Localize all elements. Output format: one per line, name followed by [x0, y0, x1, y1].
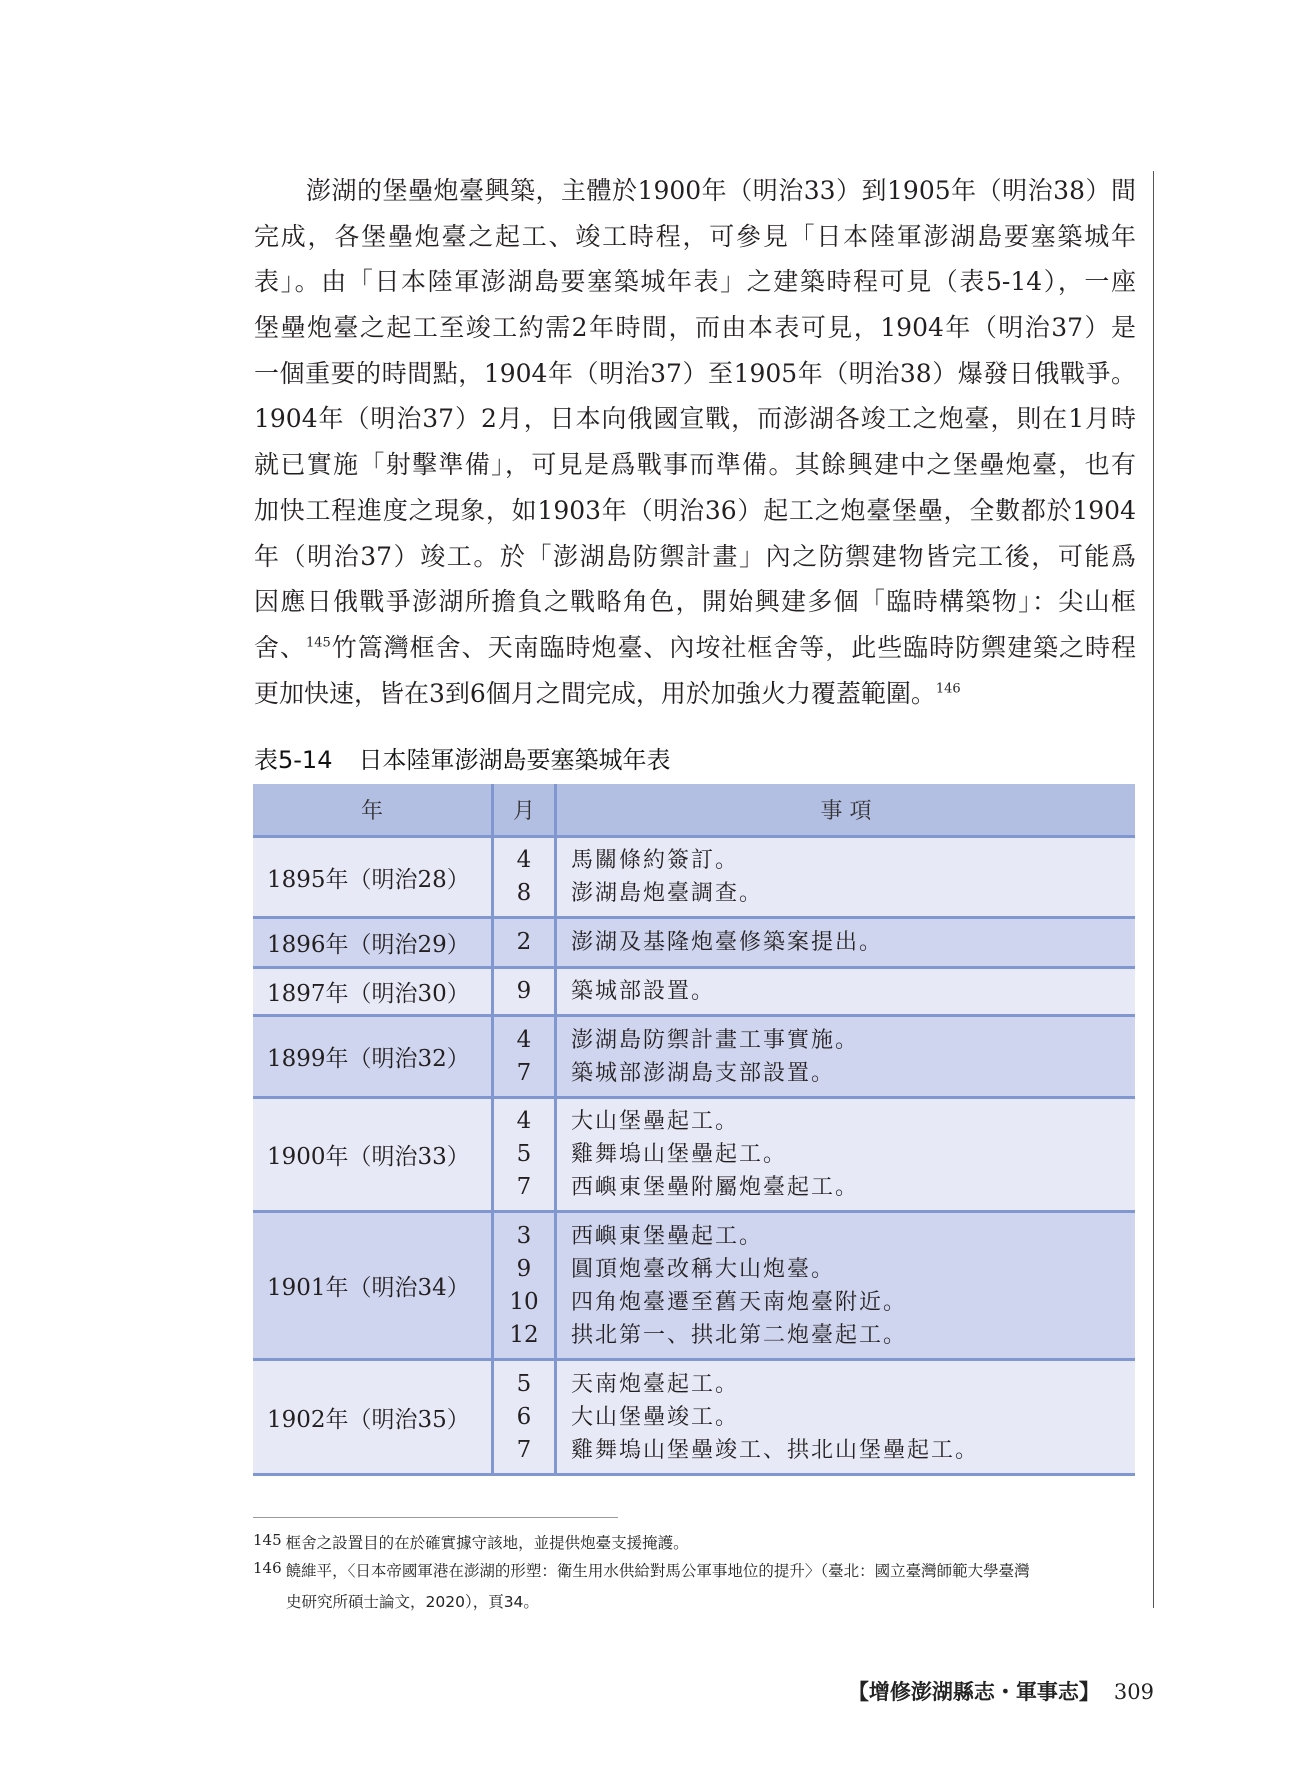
events-cell — [556, 837, 1136, 918]
month-value: 4 — [516, 847, 532, 873]
body-line-with-ref — [254, 625, 1136, 671]
table-number: 表5-14 — [254, 746, 333, 774]
header-month: 月 — [493, 784, 556, 837]
event-item: 天南炮臺起工。 — [571, 1371, 740, 1397]
events-cell — [556, 1016, 1136, 1098]
event-item: 大山堡壘起工。 — [571, 1109, 740, 1134]
body-line: 年（明治37）竣工。於「澎湖島防禦計畫」內之防禦建物皆完工後，可能爲 — [254, 541, 1136, 571]
table-title: 日本陸軍澎湖島要塞築城年表 — [358, 746, 671, 774]
table-row — [253, 968, 1135, 1016]
footnote-divider — [253, 1517, 618, 1518]
month-value: 7 — [516, 1174, 532, 1200]
event-item: 四角炮臺遷至舊天南炮臺附近。 — [571, 1289, 908, 1315]
body-paragraph — [254, 168, 1136, 716]
year-cell: 1897年（明治30） — [253, 968, 493, 1016]
table-row — [253, 1212, 1135, 1360]
book-title: 【增修澎湖縣志・軍事志】 — [847, 1679, 1100, 1704]
event-item: 圓頂炮臺改稱大山炮臺。 — [571, 1256, 836, 1282]
footnote-ref-145[interactable]: 145 — [305, 635, 331, 651]
year-cell: 1895年（明治28） — [253, 837, 493, 918]
month-value: 2 — [516, 929, 532, 955]
body-line: 因應日俄戰爭澎湖所擔負之戰略角色，開始興建多個「臨時構築物」：尖山框 — [254, 587, 1136, 617]
footnote-text: 饒維平，〈日本帝國軍港在澎湖的形塑：衛生用水供給對馬公軍事地位的提升〉（臺北：國立臺灣師範大學臺灣 — [285, 1562, 1030, 1580]
month-cell — [493, 837, 556, 918]
month-value: 8 — [516, 880, 532, 906]
event-item: 馬關條約簽訂。 — [571, 848, 740, 873]
line-prefix: 舍、 — [254, 632, 306, 662]
month-cell — [493, 1016, 556, 1098]
event-item: 澎湖島防禦計畫工事實施。 — [571, 1027, 860, 1053]
body-line: 1904年（明治37）2月，日本向俄國宣戰，而澎湖各竣工之炮臺，則在1月時 — [254, 404, 1136, 434]
chronology-table — [253, 784, 1135, 1476]
events-cell — [556, 918, 1136, 968]
month-value: 9 — [516, 1255, 532, 1282]
year-cell: 1899年（明治32） — [253, 1016, 493, 1098]
event-item: 西嶼東堡壘起工。 — [571, 1223, 764, 1249]
events-cell — [556, 968, 1136, 1016]
line-text: 更加快速，皆在3到6個月之間完成，用於加強火力覆蓋範圍。 — [254, 678, 936, 708]
table-row — [253, 1016, 1135, 1098]
event-item: 築城部設置。 — [571, 979, 716, 1004]
page-number: 309 — [1113, 1680, 1154, 1704]
table-row — [253, 1360, 1135, 1475]
year-cell: 1900年（明治33） — [253, 1098, 493, 1212]
margin-rule — [1153, 171, 1154, 1608]
body-line: 加快工程進度之現象，如1903年（明治36）起工之炮臺堡壘，全數都於1904 — [254, 495, 1136, 525]
footnote-number: 146 — [253, 1559, 282, 1577]
table-caption — [254, 740, 670, 775]
event-item: 雞舞塢山堡壘竣工、拱北山堡壘起工。 — [571, 1437, 980, 1463]
page-footer — [848, 1676, 1154, 1706]
event-item: 澎湖及基隆炮臺修築案提出。 — [571, 930, 884, 955]
footnote-number: 145 — [253, 1531, 282, 1549]
month-value: 5 — [516, 1141, 532, 1167]
event-item: 澎湖島炮臺調查。 — [571, 881, 764, 906]
header-year: 年 — [253, 784, 493, 837]
footnote-text: 框舍之設置目的在於確實據守該地，並提供炮臺支援掩護。 — [285, 1534, 689, 1552]
footnote-text-continued: 史研究所碩士論文，2020），頁34。 — [286, 1593, 539, 1611]
month-value: 4 — [516, 1026, 532, 1053]
month-value: 3 — [516, 1222, 532, 1249]
month-value: 7 — [516, 1436, 532, 1463]
month-value: 9 — [516, 978, 532, 1004]
event-item: 大山堡壘竣工。 — [571, 1404, 740, 1430]
event-item: 雞舞塢山堡壘起工。 — [571, 1142, 788, 1167]
body-line-with-ref — [254, 671, 1136, 717]
month-value: 5 — [516, 1370, 532, 1397]
body-line: 就已實施「射擊準備」，可見是爲戰事而準備。其餘興建中之堡壘炮臺，也有 — [254, 450, 1136, 480]
events-cell — [556, 1212, 1136, 1360]
events-cell — [556, 1098, 1136, 1212]
body-line: 完成，各堡壘炮臺之起工、竣工時程，可參見「日本陸軍澎湖島要塞築城年 — [254, 221, 1136, 251]
year-cell: 1896年（明治29） — [253, 918, 493, 968]
events-cell — [556, 1360, 1136, 1475]
table-row — [253, 1098, 1135, 1212]
month-cell — [493, 918, 556, 968]
month-cell — [493, 1212, 556, 1360]
event-item: 西嶼東堡壘附屬炮臺起工。 — [571, 1175, 860, 1200]
body-line: 一個重要的時間點，1904年（明治37）至1905年（明治38）爆發日俄戰爭。 — [254, 358, 1136, 388]
body-line: 堡壘炮臺之起工至竣工約需2年時間，而由本表可見，1904年（明治37）是 — [254, 313, 1136, 343]
month-value: 12 — [509, 1321, 539, 1348]
header-events: 事 項 — [556, 784, 1136, 837]
footnote-ref-146[interactable]: 146 — [935, 681, 961, 697]
month-value: 10 — [509, 1288, 539, 1315]
month-cell — [493, 1098, 556, 1212]
footnote-145 — [253, 1531, 1138, 1553]
month-value: 6 — [516, 1403, 532, 1430]
month-value: 4 — [516, 1108, 532, 1134]
body-line: 澎湖的堡壘炮臺興築，主體於1900年（明治33）到1905年（明治38）間 — [306, 176, 1136, 205]
table-row — [253, 837, 1135, 918]
footnote-146 — [253, 1559, 1138, 1612]
line-text: 竹篙灣框舍、天南臨時炮臺、內垵社框舍等，此些臨時防禦建築之時程 — [330, 632, 1136, 662]
event-item: 拱北第一、拱北第二炮臺起工。 — [571, 1322, 908, 1348]
month-value: 7 — [516, 1059, 532, 1086]
body-line: 表」。由「日本陸軍澎湖島要塞築城年表」之建築時程可見（表5-14），一座 — [254, 267, 1136, 297]
month-cell — [493, 1360, 556, 1475]
table-row — [253, 918, 1135, 968]
year-cell: 1902年（明治35） — [253, 1360, 493, 1475]
month-cell — [493, 968, 556, 1016]
year-cell: 1901年（明治34） — [253, 1212, 493, 1360]
event-item: 築城部澎湖島支部設置。 — [571, 1060, 836, 1086]
table-header-row — [253, 784, 1135, 837]
